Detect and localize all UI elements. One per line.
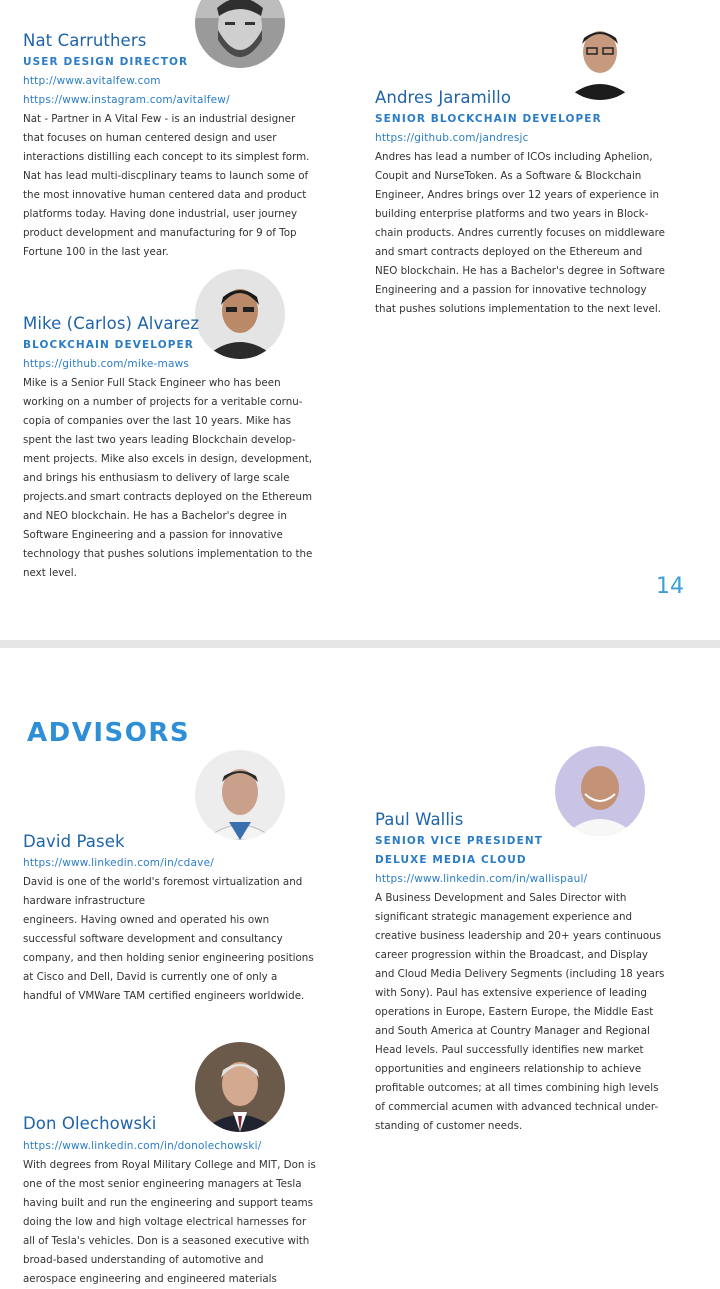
person-name: Paul Wallis — [375, 810, 464, 829]
person-bio: Nat - Partner in A Vital Few - is an industrial designer that focuses on human centered design and user interactions distilling each concept to its simplest form. Nat has lead multi-discplinary teams to launch some of the most innovative human centered data and product platforms today. Having done industrial, user journey product development and manufacturing for 9 of Top Fortune 100 in the last year. — [23, 113, 310, 258]
person-name: Nat Carruthers — [23, 31, 147, 50]
david-pasek-photo — [195, 750, 285, 840]
person-bio: David is one of the world's foremost virtualization and hardware infrastructure engineers. Having owned and operated his own successful software development and consultancy company, and then holding senior engineering positions at Cisco and Dell, David is currently one of only a handful of VMWare TAM certified engineers worldwide. — [23, 876, 314, 1002]
person-bio: Mike is a Senior Full Stack Engineer who has been working on a number of projects for a veritable cornu- copia of companies over the last 10 years. Mike has spent the last two years leading Blockchain develop- ment projects. Mike also excels in design, development, and brings his enthusiasm to delivery of large scale projects.and smart contracts deployed on the Ethereum and NEO blockchain. He has a Bachelor's degree in Software Engineering and a passion for innovative technology that pushes solutions implementation to the next level. — [23, 377, 313, 579]
don-olechowski-photo — [195, 1042, 285, 1132]
person-bio: With degrees from Royal Military College and MIT, Don is one of the most senior engineering managers at Tesla having built and run the engineering and support teams doing the low and high voltage electrical harnesses for all of Tesla's vehicles. Don is a seasoned executive with broad-based understanding of automotive and aerospace engineering and engineered materials — [23, 1159, 316, 1285]
person-name: Don Olechowski — [23, 1114, 157, 1133]
person-bio: Andres has lead a number of ICOs including Aphelion, Coupit and NurseToken. As a Software & Blockchain Engineer, Andres brings over 12 years of experience in building enterprise platforms and two years in Block- chain products. Andres currently focuses on middleware and smart contracts deployed on the Ethereum and NEO blockchain. He has a Bachelor's degree in Software Engineering and a passion for innovative technology that pushes solutions implementation to the next level. — [375, 151, 665, 315]
page-number: 14 — [656, 574, 684, 599]
person-details — [23, 854, 323, 1006]
person-name: Mike (Carlos) Alvarez — [23, 314, 200, 333]
team-page — [0, 0, 720, 640]
linkedin-link[interactable]: https://www.linkedin.com/in/donolechowski/ — [23, 1140, 262, 1152]
github-link[interactable]: https://github.com/mike-maws — [23, 358, 190, 370]
person-company: DELUXE MEDIA CLOUD — [375, 854, 527, 866]
person-role: BLOCKCHAIN DEVELOPER — [23, 339, 194, 351]
person-details — [375, 110, 675, 319]
person-details — [375, 832, 675, 1136]
person-details — [23, 336, 323, 583]
paul-wallis-photo — [555, 746, 645, 836]
person-role: SENIOR VICE PRESIDENT — [375, 835, 544, 847]
website-link[interactable]: http://www.avitalfew.com — [23, 75, 161, 87]
andres-jaramillo-photo — [555, 10, 645, 100]
advisors-page — [0, 648, 720, 1285]
person-name: David Pasek — [23, 832, 125, 851]
github-link[interactable]: https://github.com/jandresjc — [375, 132, 529, 144]
linkedin-link[interactable]: https://www.linkedin.com/in/wallispaul/ — [375, 873, 588, 885]
linkedin-link[interactable]: https://www.linkedin.com/in/cdave/ — [23, 857, 214, 869]
person-name: Andres Jaramillo — [375, 88, 512, 107]
person-details — [23, 53, 323, 262]
person-details — [23, 1137, 323, 1289]
person-role: USER DESIGN DIRECTOR — [23, 56, 189, 68]
page-divider — [0, 640, 720, 648]
person-role: SENIOR BLOCKCHAIN DEVELOPER — [375, 113, 602, 125]
person-bio: A Business Development and Sales Director with significant strategic management experience and creative business leadership and 20+ years continuous career progression within the Broadcast, and Display and Cloud Media Delivery Segments (including 18 years with Sony). Paul has extensive experience of leading operations in Europe, Eastern Europe, the Middle East and South America at Country Manager and Regional Head levels. Paul successfully identifies new market opportunities and engineers relationship to achieve profitable outcomes; at all times combining high levels of commercial acumen with advanced technical under- standing of customer needs. — [375, 892, 665, 1132]
section-title: ADVISORS — [27, 718, 191, 748]
instagram-link[interactable]: https://www.instagram.com/avitalfew/ — [23, 94, 230, 106]
